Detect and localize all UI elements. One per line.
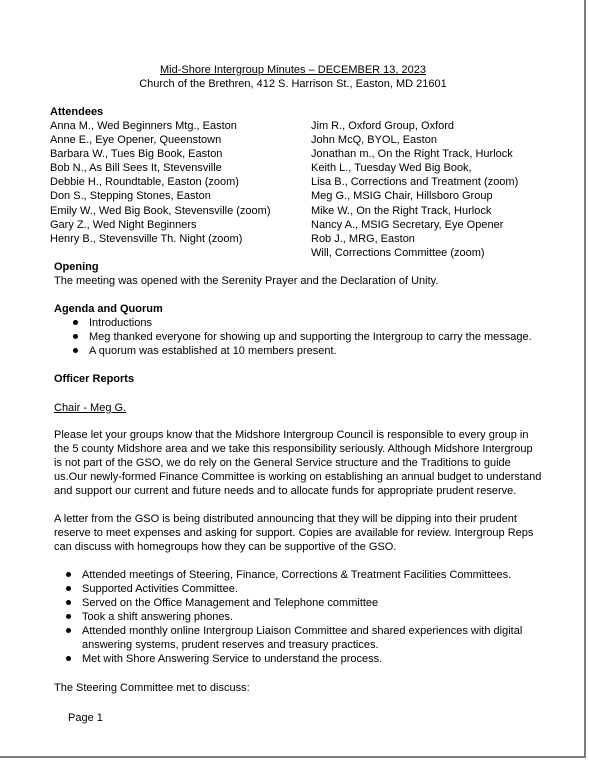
list-item: Served on the Office Management and Telephone committee xyxy=(54,596,542,610)
attendee: Don S., Stepping Stones, Easton xyxy=(50,190,211,203)
attendee: Emily W., Wed Big Book, Stevensville (zoom) xyxy=(50,204,271,217)
attendees-left-column xyxy=(50,119,270,246)
attendee: Jonathan m., On the Right Track, Hurlock xyxy=(311,148,513,161)
document-title: Mid-Shore Intergroup Minutes – DECEMBER 13, 2023 xyxy=(160,64,426,76)
list-item: Supported Activities Committee. xyxy=(54,582,542,596)
attendee: Jim R., Oxford Group, Oxford xyxy=(311,120,455,132)
list-item: Met with Shore Answering Service to understand the process. xyxy=(54,652,542,666)
attendee: Mike W., On the Right Track, Hurlock xyxy=(311,204,492,217)
chair-heading: Chair - Meg G. xyxy=(54,402,127,414)
attendee: Rob J., MRG, Easton xyxy=(311,232,415,245)
attendee: Anne E., Eye Opener, Queenstown xyxy=(50,134,222,147)
list-item: A quorum was established at 10 members present. xyxy=(71,344,532,358)
page-number: Page 1 xyxy=(68,712,103,724)
attendee: Debbie H., Roundtable, Easton (zoom) xyxy=(50,176,239,189)
opening-text: The meeting was opened with the Serenity Prayer and the Declaration of Unity. xyxy=(54,275,439,287)
bullet-icon xyxy=(73,334,78,339)
attendee: Bob N., As Bill Sees It, Stevensville xyxy=(50,162,222,175)
list-item: Attended meetings of Steering, Finance, Corrections & Treatment Facilities Committees. xyxy=(54,568,542,582)
gso-letter-paragraph: A letter from the GSO is being distributed announcing that they will be dipping into their prudent reserve to meet expenses and asking for support. Copies are available for review. Intergroup Reps can discuss with homegroups how they can be supportive of the GSO. xyxy=(54,513,534,553)
attendee: Gary Z., Wed Night Beginners xyxy=(50,218,197,231)
agenda-list xyxy=(71,316,532,358)
agenda-heading: Agenda and Quorum xyxy=(54,303,163,315)
attendees-right-column xyxy=(311,119,518,260)
bullet-icon xyxy=(73,348,78,353)
officer-reports-heading: Officer Reports xyxy=(54,373,135,385)
list-item: Introductions xyxy=(71,316,532,330)
attendee: Nancy A., MSIG Secretary, Eye Opener xyxy=(311,218,504,231)
meeting-location: Church of the Brethren, 412 S. Harrison St., Easton, MD 21601 xyxy=(139,78,447,90)
list-item: Took a shift answering phones. xyxy=(54,610,542,624)
attendee: Anna M., Wed Beginners Mtg., Easton xyxy=(50,120,237,132)
list-item: Attended monthly online Intergroup Liaison Committee and shared experiences with digital answering systems, prudent reserves and treasury practices. xyxy=(54,624,542,652)
attendee: Barbara W., Tues Big Book, Easton xyxy=(50,148,223,161)
attendee: Meg G., MSIG Chair, Hillsboro Group xyxy=(311,190,493,203)
steering-committee-text: The Steering Committee met to discuss: xyxy=(54,682,250,694)
attendee: Keith L., Tuesday Wed Big Book, xyxy=(311,162,472,175)
attendee: Henry B., Stevensville Th. Night (zoom) xyxy=(50,232,243,245)
chair-activities-list xyxy=(54,568,542,666)
attendee: Will, Corrections Committee (zoom) xyxy=(311,246,485,259)
attendee: Lisa B., Corrections and Treatment (zoom) xyxy=(311,176,519,189)
attendees-heading: Attendees xyxy=(50,106,104,118)
attendee: John McQ, BYOL, Easton xyxy=(311,134,437,147)
bullet-icon xyxy=(66,586,71,591)
bullet-icon xyxy=(66,614,71,619)
bullet-icon xyxy=(66,656,71,661)
bullet-icon xyxy=(66,600,71,605)
opening-heading: Opening xyxy=(54,261,99,273)
bullet-icon xyxy=(66,628,71,633)
list-item: Meg thanked everyone for showing up and supporting the Intergroup to carry the message. xyxy=(71,330,532,344)
bullet-icon xyxy=(73,320,78,325)
chair-report-paragraph: Please let your groups know that the Midshore Intergroup Council is responsible to every group in the 5 county Midshore area and we take this responsibility seriously. Although Midshore Intergroup is not part of the GSO, we do rely on the General Service structure and the Traditions to guide us.Our newly-formed Finance Committee is working on establishing an annual budget to understand and support our current and future needs and to allocate funds for appropriate prudent reserve. xyxy=(54,429,542,497)
bullet-icon xyxy=(66,572,71,577)
